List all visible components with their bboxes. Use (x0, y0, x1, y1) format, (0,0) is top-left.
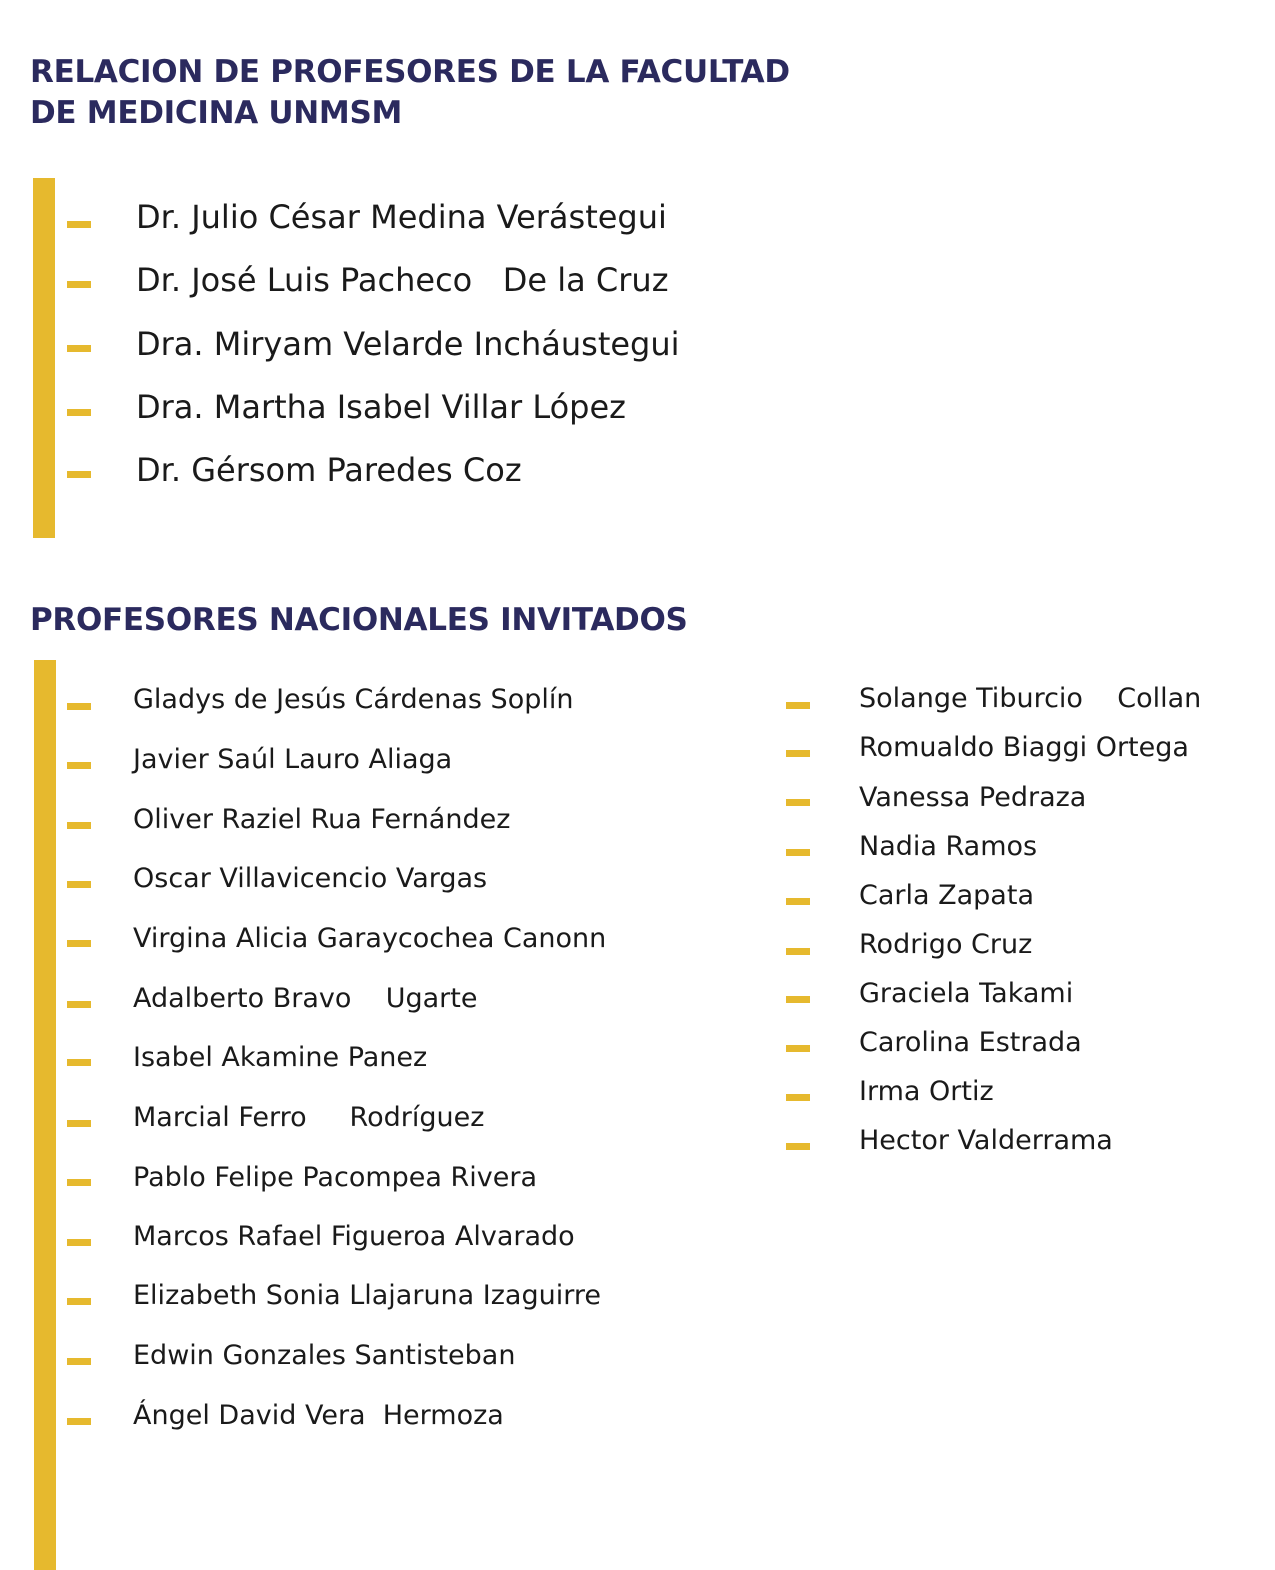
bullet-dash-icon (786, 799, 810, 806)
bullet-dash-icon (67, 940, 91, 947)
guest-name: Oscar Villavicencio Vargas (133, 863, 488, 894)
section2-title (30, 600, 688, 641)
bullet-dash-icon (67, 1179, 91, 1186)
guest-name: Edwin Gonzales Santisteban (133, 1340, 516, 1371)
guest-name: Hector Valderrama (859, 1125, 1113, 1156)
guest-name: Nadia Ramos (859, 831, 1038, 862)
guest-name: Virgina Alicia Garaycochea Canonn (133, 923, 607, 954)
guest-name: Gladys de Jesús Cárdenas Soplín (133, 684, 574, 715)
bullet-dash-icon (67, 345, 91, 352)
section1-accent-bar (33, 178, 55, 538)
bullet-dash-icon (67, 881, 91, 888)
bullet-dash-icon (67, 703, 91, 710)
bullet-dash-icon (786, 1143, 810, 1150)
bullet-dash-icon (67, 1120, 91, 1127)
guest-name: Elizabeth Sonia Llajaruna Izaguirre (133, 1280, 601, 1311)
guest-name: Adalberto Bravo Ugarte (133, 983, 478, 1014)
bullet-dash-icon (786, 1094, 810, 1101)
bullet-dash-icon (786, 898, 810, 905)
bullet-dash-icon (786, 1045, 810, 1052)
bullet-dash-icon (67, 471, 91, 478)
professor-name: Dr. José Luis Pacheco De la Cruz (136, 261, 669, 299)
bullet-dash-icon (786, 849, 810, 856)
section2-accent-bar (34, 660, 56, 1570)
bullet-dash-icon (786, 750, 810, 757)
professor-name: Dr. Gérsom Paredes Coz (136, 451, 522, 489)
bullet-dash-icon (67, 281, 91, 288)
guest-name: Marcial Ferro Rodríguez (133, 1102, 485, 1133)
guest-name: Oliver Raziel Rua Fernández (133, 804, 511, 835)
bullet-dash-icon (67, 762, 91, 769)
bullet-dash-icon (67, 409, 91, 416)
bullet-dash-icon (67, 221, 91, 228)
professor-name: Dr. Julio César Medina Verástegui (136, 198, 667, 236)
bullet-dash-icon (67, 1001, 91, 1008)
guest-name: Rodrigo Cruz (859, 929, 1033, 960)
professor-name: Dra. Martha Isabel Villar López (136, 388, 626, 426)
section2-title-text: PROFESORES NACIONALES INVITADOS (30, 602, 688, 638)
bullet-dash-icon (67, 1239, 91, 1246)
guest-name: Romualdo Biaggi Ortega (859, 732, 1189, 763)
section1-title-line1: RELACION DE PROFESORES DE LA FACULTAD (30, 54, 790, 90)
guest-name: Carolina Estrada (859, 1027, 1082, 1058)
bullet-dash-icon (67, 822, 91, 829)
bullet-dash-icon (786, 702, 810, 709)
section1-title-line2: DE MEDICINA UNMSM (30, 95, 403, 131)
guest-name: Javier Saúl Lauro Aliaga (133, 744, 453, 775)
bullet-dash-icon (67, 1418, 91, 1425)
bullet-dash-icon (67, 1358, 91, 1365)
guest-name: Irma Ortiz (859, 1076, 994, 1107)
guest-name: Graciela Takami (859, 978, 1074, 1009)
bullet-dash-icon (786, 996, 810, 1003)
guest-name: Vanessa Pedraza (859, 782, 1087, 813)
guest-name: Pablo Felipe Pacompea Rivera (133, 1162, 538, 1193)
bullet-dash-icon (67, 1298, 91, 1305)
guest-name: Marcos Rafael Figueroa Alvarado (133, 1221, 575, 1252)
bullet-dash-icon (786, 948, 810, 955)
section1-title (30, 52, 790, 134)
guest-name: Isabel Akamine Panez (133, 1042, 428, 1073)
professor-name: Dra. Miryam Velarde Incháustegui (136, 325, 680, 363)
bullet-dash-icon (67, 1059, 91, 1066)
guest-name: Carla Zapata (859, 880, 1034, 911)
guest-name: Ángel David Vera Hermoza (133, 1400, 504, 1431)
guest-name: Solange Tiburcio Collan (859, 683, 1202, 714)
